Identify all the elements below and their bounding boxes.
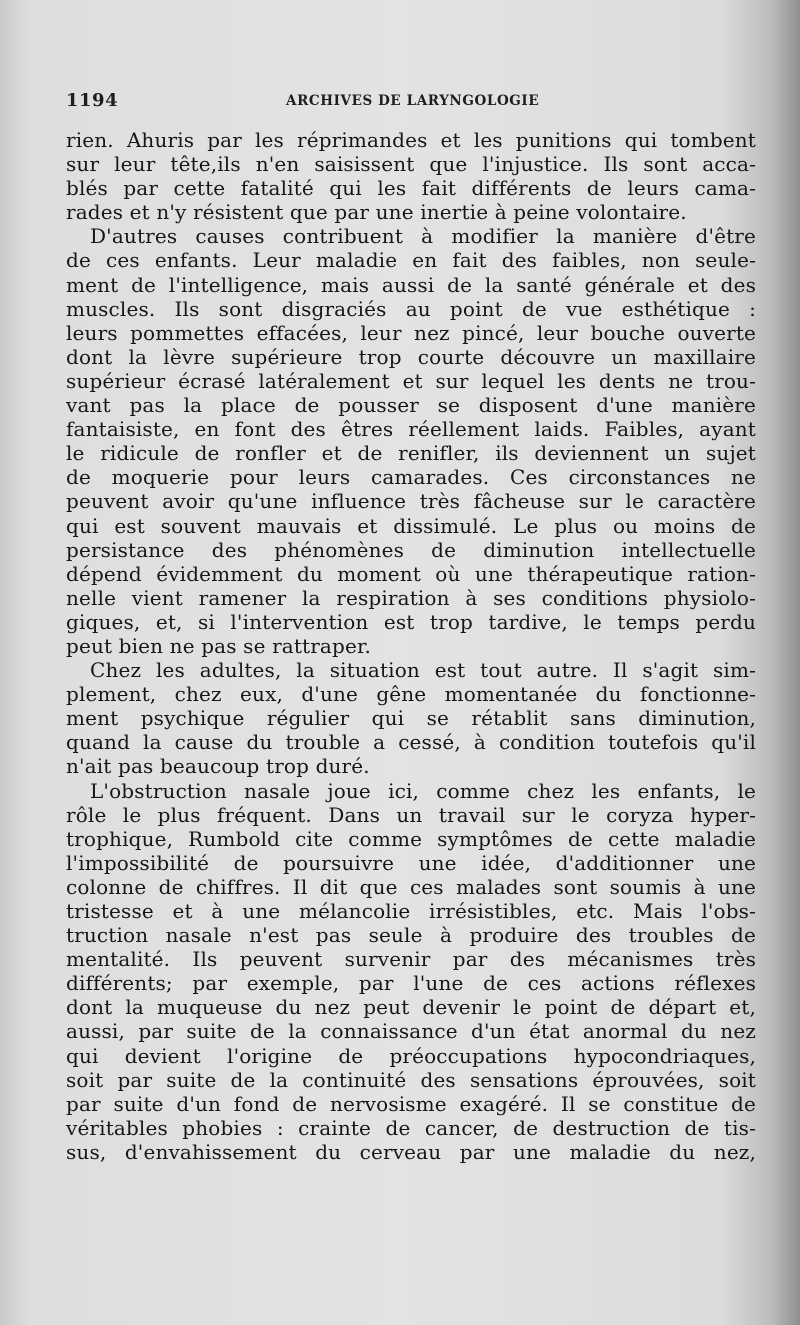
text-line: n'ait pas beaucoup trop duré. (66, 754, 370, 779)
text-line: muscles. Ils sont disgraciés au point de vue esthétique : (66, 296, 756, 321)
text-line: vant pas la place de pousser se disposent d'une manière (66, 393, 756, 418)
page-number: 1194 (66, 90, 119, 111)
text-line: l'impossibilité de poursuivre une idée, d'additionner une (66, 850, 756, 875)
text-line: dont la lèvre supérieure trop courte découvre un maxillaire (66, 344, 756, 369)
text-line: colonne de chiffres. Il dit que ces malades sont soumis à une (66, 874, 756, 899)
text-line: tristesse et à une mélancolie irrésistibles, etc. Mais l'obs- (66, 899, 756, 923)
text-line: truction nasale n'est pas seule à produire des troubles de (66, 923, 756, 948)
body-text (66, 128, 756, 1164)
text-line: de moquerie pour leurs camarades. Ces circonstances ne (66, 465, 756, 490)
text-line: giques, et, si l'intervention est trop tardive, le temps perdu (66, 609, 756, 634)
text-line: peut bien ne pas se rattraper. (66, 633, 371, 658)
text-line: ment psychique régulier qui se rétablit sans diminution, (66, 706, 756, 731)
text-line: Chez les adultes, la situation est tout autre. Il s'agit sim- (90, 658, 756, 683)
text-line: aussi, par suite de la connaissance d'un état anormal du nez (66, 1019, 756, 1044)
text-line: qui est souvent mauvais et dissimulé. Le plus ou moins de (66, 513, 756, 538)
text-line: quand la cause du trouble a cessé, à condition toutefois qu'il (66, 730, 756, 755)
text-line: différents; par exemple, par l'une de ces actions réflexes (66, 971, 756, 996)
text-line: de ces enfants. Leur maladie en fait des faibles, non seule- (66, 248, 756, 273)
text-line: véritables phobies : crainte de cancer, de destruction de tis- (66, 1115, 756, 1140)
text-line: supérieur écrasé latéralement et sur lequel les dents ne trou- (66, 368, 756, 393)
text-line: blés par cette fatalité qui les fait différents de leurs cama- (66, 176, 756, 201)
text-line: D'autres causes contribuent à modifier la manière d'être (90, 224, 756, 249)
text-line: soit par suite de la continuité des sensations éprouvées, soit (66, 1067, 756, 1092)
text-line: peuvent avoir qu'une influence très fâcheuse sur le caractère (66, 489, 756, 514)
page-header (66, 90, 746, 114)
text-line: nelle vient ramener la respiration à ses conditions physiolo- (66, 585, 756, 610)
text-line: ment de l'intelligence, mais aussi de la santé générale et des (66, 272, 756, 297)
text-line: trophique, Rumbold cite comme symptômes de cette maladie (66, 826, 756, 851)
text-line: leurs pommettes effacées, leur nez pincé, leur bouche ouverte (66, 320, 756, 345)
text-line: rades et n'y résistent que par une inertie à peine volontaire. (66, 200, 687, 225)
text-line: le ridicule de ronfler et de renifler, ils deviennent un sujet (66, 441, 756, 466)
text-line: sur leur tête,ils n'en saisissent que l'injustice. Ils sont acca- (66, 152, 756, 177)
text-line: dépend évidemment du moment où une thérapeutique ration- (66, 561, 756, 586)
text-line: rien. Ahuris par les réprimandes et les punitions qui tombent (66, 128, 756, 152)
text-line: rôle le plus fréquent. Dans un travail sur le coryza hyper- (66, 802, 756, 827)
text-line: persistance des phénomènes de diminution intellectuelle (66, 537, 756, 562)
text-line: L'obstruction nasale joue ici, comme chez les enfants, le (90, 778, 756, 803)
text-line: sus, d'envahissement du cerveau par une maladie du nez, (66, 1139, 756, 1164)
text-line: plement, chez eux, d'une gêne momentanée du fonctionne- (66, 682, 756, 707)
text-line: qui devient l'origine de préoccupations hypocondriaques, (66, 1043, 756, 1068)
text-line: dont la muqueuse du nez peut devenir le point de départ et, (66, 995, 756, 1020)
text-line: fantaisiste, en font des êtres réellement laids. Faibles, ayant (66, 417, 756, 442)
running-title: ARCHIVES DE LARYNGOLOGIE (286, 93, 540, 109)
text-line: par suite d'un fond de nervosisme exagéré. Il se constitue de (66, 1091, 756, 1116)
text-line: mentalité. Ils peuvent survenir par des mécanismes très (66, 947, 756, 972)
